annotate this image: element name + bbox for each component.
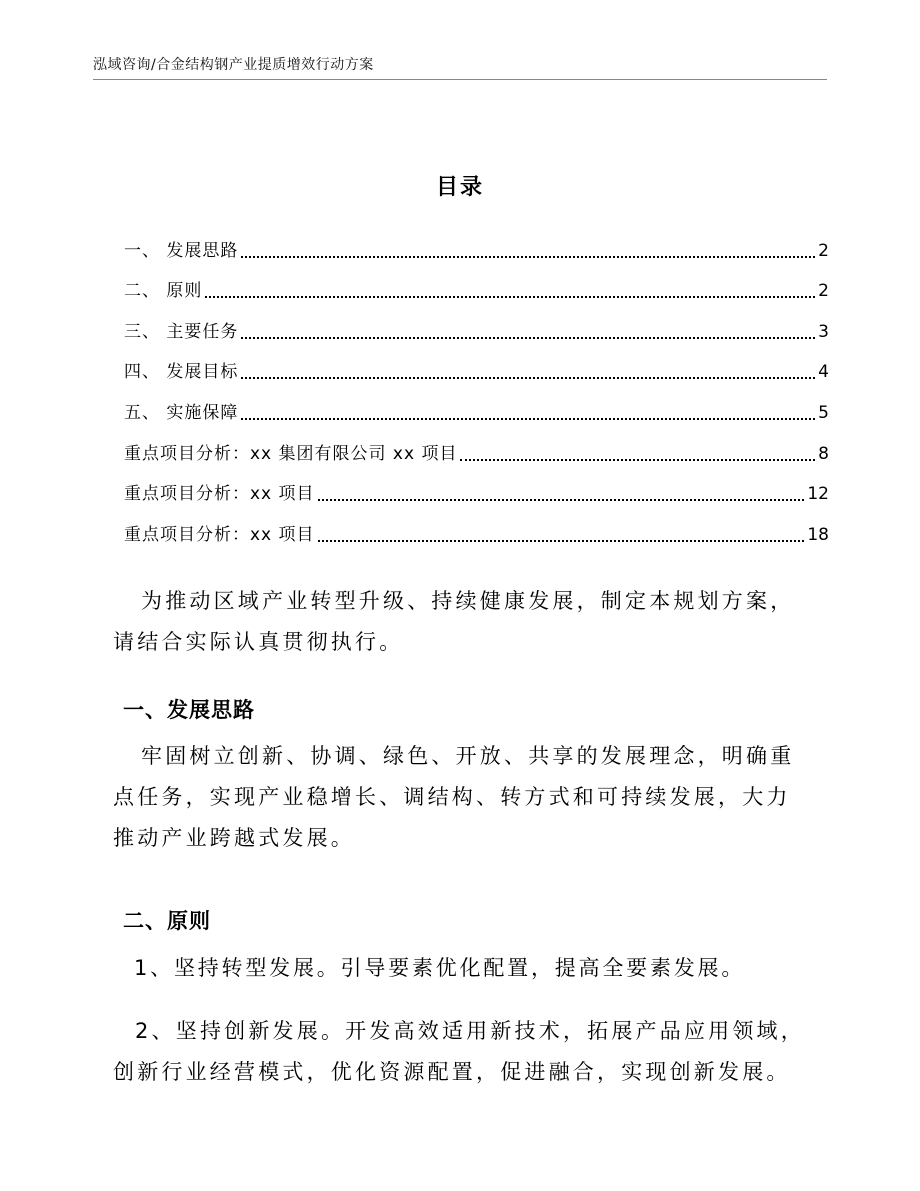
toc-entry[interactable]	[124, 506, 829, 547]
toc-title: 目录	[435, 175, 484, 200]
section-paragraph: 牢固树立创新、协调、绿色、开放、共享的发展理念，明确重点任务，实现产业稳增长、调结构、转方式和可持续发展，大力推动产业跨越式发展。	[113, 744, 795, 850]
toc-entry-label: 三、 主要任务	[124, 321, 239, 342]
toc-entry[interactable]	[124, 344, 829, 385]
toc-entry-page: 12	[807, 484, 829, 505]
toc-dot-leader	[205, 296, 815, 298]
toc-entry-label: 重点项目分析：xx 项目	[124, 484, 315, 505]
toc-entry-label: 五、 实施保障	[124, 402, 239, 423]
toc-entry-label: 一、 发展思路	[124, 240, 239, 261]
toc-entry[interactable]	[124, 222, 829, 263]
toc-entry-page: 4	[818, 362, 829, 383]
principle-item: 1、坚持转型发展。引导要素优化配置，提高全要素发展。	[134, 956, 746, 980]
toc-dot-leader	[241, 418, 815, 420]
toc-entry-page: 8	[818, 443, 829, 464]
toc-entry-page: 2	[818, 240, 829, 261]
toc-entry-page: 2	[818, 281, 829, 302]
toc-entry[interactable]	[124, 263, 829, 304]
toc-entry-page: 3	[818, 321, 829, 342]
header-divider	[93, 79, 827, 80]
section-heading-principles: 二、原则	[123, 909, 211, 933]
principle-item: 2、坚持创新发展。开发高效适用新技术，拓展产品应用领域，创新行业经营模式，优化资源配置，促进融合，实现创新发展。	[113, 1019, 805, 1084]
document-header: 泓域咨询/合金结构钢产业提质增效行动方案	[93, 57, 374, 73]
toc-entry-label: 二、 原则	[124, 281, 203, 302]
toc-dot-leader	[318, 540, 805, 542]
toc-entry-label: 重点项目分析：xx 集团有限公司 xx 项目	[124, 443, 458, 464]
toc-entry[interactable]	[124, 384, 829, 425]
toc-entry-page: 5	[818, 402, 829, 423]
toc-dot-leader	[318, 499, 805, 501]
toc-dot-leader	[241, 256, 815, 258]
toc-dot-leader	[460, 459, 815, 461]
table-of-contents	[124, 222, 829, 547]
toc-entry[interactable]	[124, 466, 829, 507]
intro-paragraph: 为推动区域产业转型升级、持续健康发展，制定本规划方案，请结合实际认真贯彻执行。	[113, 589, 795, 654]
toc-entry-label: 四、 发展目标	[124, 362, 239, 383]
toc-entry[interactable]	[124, 303, 829, 344]
toc-entry[interactable]	[124, 425, 829, 466]
toc-entry-label: 重点项目分析：xx 项目	[124, 524, 315, 545]
toc-dot-leader	[241, 337, 815, 339]
section-heading-development-approach: 一、发展思路	[123, 698, 255, 722]
toc-entry-page: 18	[807, 524, 829, 545]
toc-dot-leader	[241, 377, 815, 379]
